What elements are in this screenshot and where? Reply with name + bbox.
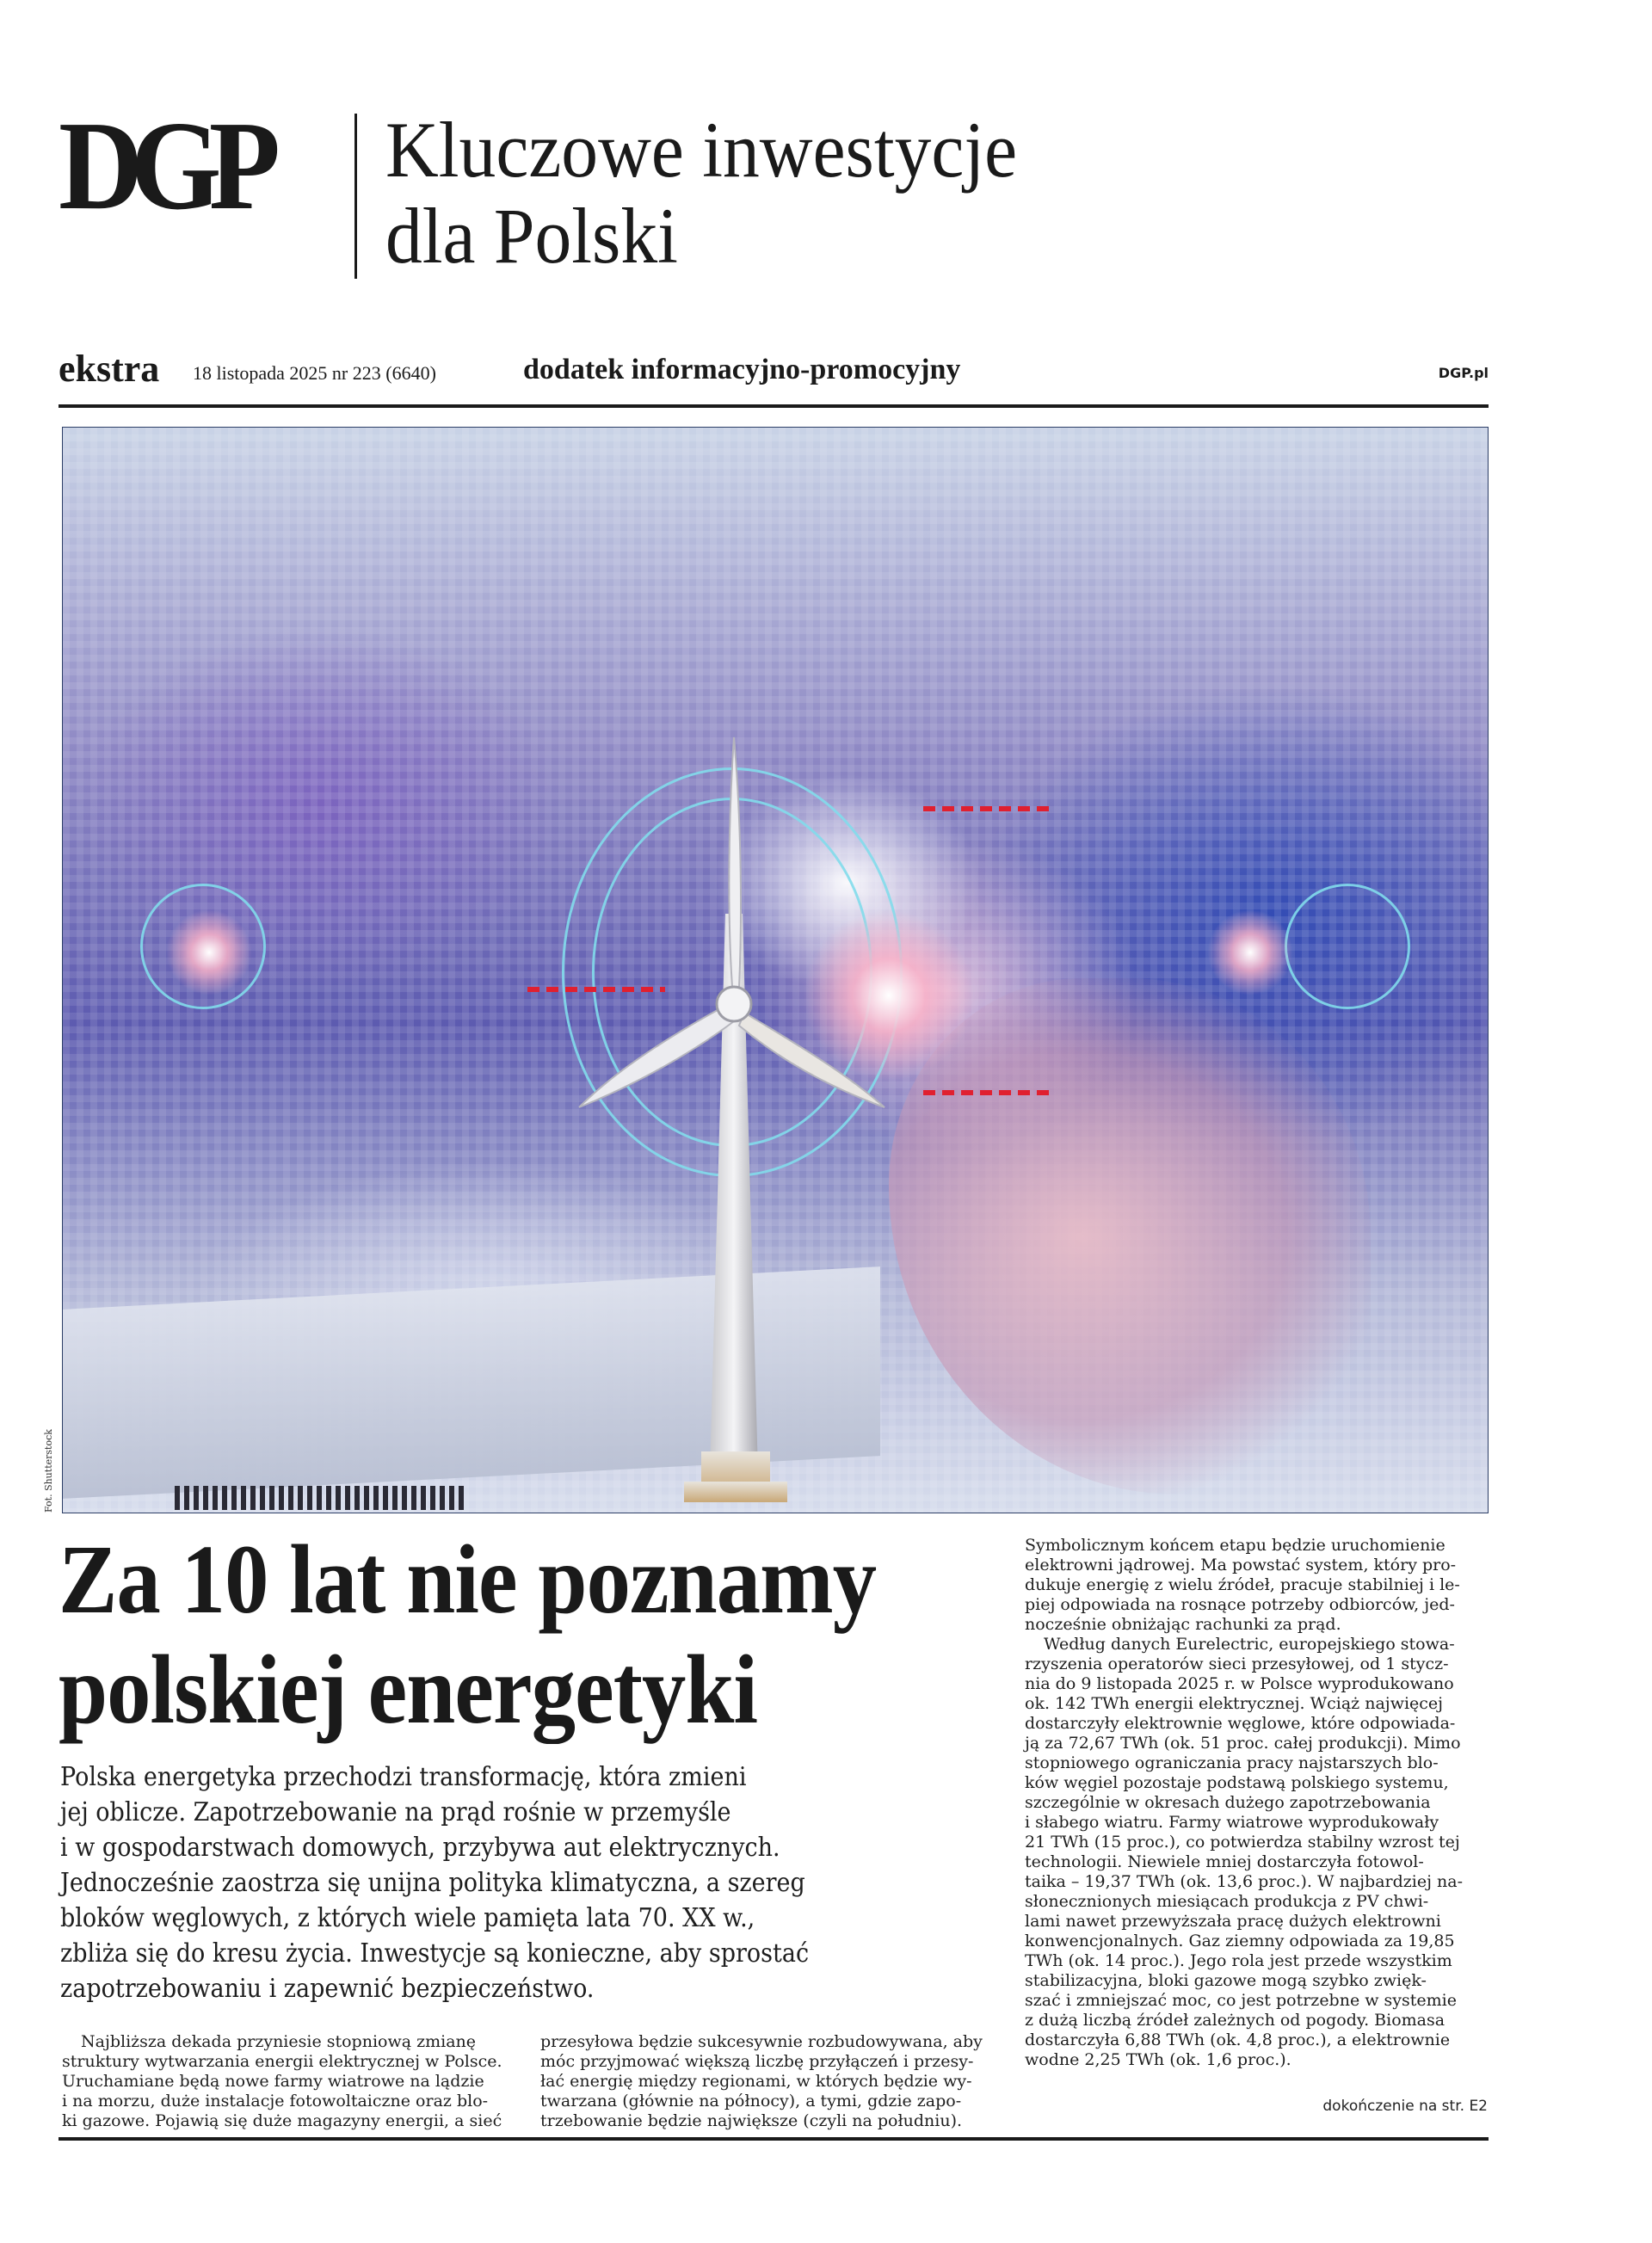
body-line: łać energię między regionami, w których będzie wy- xyxy=(540,2072,972,2091)
body-line: taika – 19,37 TWh (ok. 13,6 proc.). W najbardziej na- xyxy=(1025,1872,1464,1891)
body-line: dostarczyły elektrownie węglowe, które odpowiada- xyxy=(1025,1714,1456,1733)
body-line: rzyszenia operatorów sieci przesyłowej, od 1 stycz- xyxy=(1025,1655,1449,1673)
body-line: Według danych Eurelectric, europejskiego stowa- xyxy=(1044,1635,1455,1654)
body-line: Uruchamiane będą nowe farmy wiatrowe na lądzie xyxy=(62,2072,484,2091)
dgp-logo[interactable]: DGP xyxy=(59,96,268,237)
headline-line2: polskiej energetyki xyxy=(59,1635,758,1744)
body-line: konwencjonalnych. Gaz ziemny odpowiada za 19,85 xyxy=(1025,1932,1455,1950)
body-line: ki gazowe. Pojawią się duże magazyny energii, a sieć xyxy=(62,2111,502,2130)
body-line: technologii. Niewiele mniej dostarczyła fotowol- xyxy=(1025,1852,1424,1871)
body-line: dostarczyła 6,88 TWh (ok. 4,8 proc.), a elektrownie xyxy=(1025,2030,1451,2049)
body-line: dukuje energię z wielu źródeł, pracuje stabilniej i le- xyxy=(1025,1575,1460,1594)
photo-credit xyxy=(43,1411,57,1514)
body-line: wodne 2,25 TWh (ok. 1,6 proc.). xyxy=(1025,2050,1291,2069)
body-line: lami nawet przewyższała pracę dużych elektrowni xyxy=(1025,1912,1441,1931)
body-column-1 xyxy=(62,2032,502,2131)
body-line: struktury wytwarzania energii elektrycznej w Polsce. xyxy=(62,2052,502,2071)
body-line: móc przyjmować większą liczbę przyłączeń i przesy- xyxy=(540,2052,974,2071)
body-line: TWh (ok. 14 proc.). Jego rola jest przede wszystkim xyxy=(1025,1951,1452,1970)
lead-line: bloków węglowych, z których wiele pamięta lata 70. XX w., xyxy=(60,1903,755,1933)
lead-line: zapotrzebowaniu i zapewnić bezpieczeństwo. xyxy=(60,1974,595,2004)
lead-line: jej oblicze. Zapotrzebowanie na prąd rośnie w przemyśle xyxy=(60,1797,731,1827)
lead-line: i w gospodarstwach domowych, przybywa aut elektrycznych. xyxy=(60,1833,780,1863)
wind-turbine-icon xyxy=(63,428,1488,1513)
body-column-3 xyxy=(1025,1536,1489,2070)
body-line: przesyłowa będzie sukcesywnie rozbudowywana, aby xyxy=(540,2032,983,2051)
section-label: ekstra xyxy=(59,348,160,390)
issue-info-bar xyxy=(59,348,1489,391)
body-line: piej odpowiada na rosnące potrzeby odbiorców, jed- xyxy=(1025,1595,1455,1614)
body-line: nia do 9 listopada 2025 r. w Polsce wyprodukowano xyxy=(1025,1674,1454,1693)
body-line: nocześnie obniżając rachunki za prąd. xyxy=(1025,1615,1341,1634)
body-line: szczególnie w okresach dużego zapotrzebowania xyxy=(1025,1793,1431,1812)
body-line: słonecznionych miesiącach produkcja z PV chwi- xyxy=(1025,1892,1429,1911)
body-line: Symbolicznym końcem etapu będzie uruchomienie xyxy=(1025,1536,1446,1555)
lead-photo xyxy=(62,427,1489,1513)
body-line: Najbliższa dekada przyniesie stopniową zmianę xyxy=(81,2032,477,2051)
masthead xyxy=(59,96,1521,291)
body-line: ok. 142 TWh energii elektrycznej. Wciąż najwięcej xyxy=(1025,1694,1444,1713)
issue-date-number: 18 listopada 2025 nr 223 (6640) xyxy=(193,362,436,384)
lead-line: Jednocześnie zaostrza się unijna polityka klimatyczna, a szereg xyxy=(60,1868,805,1898)
lead-line: zbliża się do kresu życia. Inwestycje są konieczne, aby sprostać xyxy=(60,1938,810,1969)
site-link[interactable]: DGP.pl xyxy=(1438,365,1489,381)
bottom-divider xyxy=(59,2137,1489,2141)
body-line: ją za 72,67 TWh (ok. 51 proc. całej produkcji). Mimo xyxy=(1025,1734,1461,1753)
body-line: z dużą liczbą źródeł zależnych od pogody. Biomasa xyxy=(1025,2011,1446,2030)
body-line: i słabego wiatru. Farmy wiatrowe wyprodukowały xyxy=(1025,1813,1439,1832)
body-column-2 xyxy=(540,2032,1005,2131)
body-line: trzebowanie będzie największe (czyli na południu). xyxy=(540,2111,963,2130)
continued-on-page-link[interactable]: dokończenie na str. E2 xyxy=(1322,2098,1488,2115)
article-lead xyxy=(60,1759,912,2006)
supplement-title xyxy=(385,107,1017,279)
body-line: szać i zmniejszać moc, co jest potrzebne w systemie xyxy=(1025,1991,1457,2010)
photo-credit-text: Fot. Shutterstock xyxy=(43,1429,54,1513)
supplement-title-line2: dla Polski xyxy=(385,192,678,280)
article-headline xyxy=(59,1525,910,1745)
body-line: ków węgiel pozostaje podstawą polskiego systemu, xyxy=(1025,1773,1449,1792)
headline-line1: Za 10 lat nie poznamy xyxy=(59,1525,877,1634)
body-line: stopniowego ograniczania pracy najstarszych blo- xyxy=(1025,1753,1439,1772)
masthead-divider xyxy=(354,114,357,279)
body-line: elektrowni jądrowej. Ma powstać system, który pro- xyxy=(1025,1556,1457,1574)
body-line: i na morzu, duże instalacje fotowoltaiczne oraz blo- xyxy=(62,2092,489,2111)
lead-line: Polska energetyka przechodzi transformację, która zmieni xyxy=(60,1762,747,1792)
body-line: twarzana (głównie na północy), a tymi, gdzie zapo- xyxy=(540,2092,962,2111)
supplement-title-line1: Kluczowe inwestycje xyxy=(385,106,1018,194)
top-divider xyxy=(59,404,1489,408)
body-line: 21 TWh (15 proc.), co potwierdza stabilny wzrost tej xyxy=(1025,1833,1460,1852)
body-line: stabilizacyjna, bloki gazowe mogą szybko zwięk- xyxy=(1025,1971,1427,1990)
supplement-type-label: dodatek informacyjno-promocyjny xyxy=(523,354,961,385)
